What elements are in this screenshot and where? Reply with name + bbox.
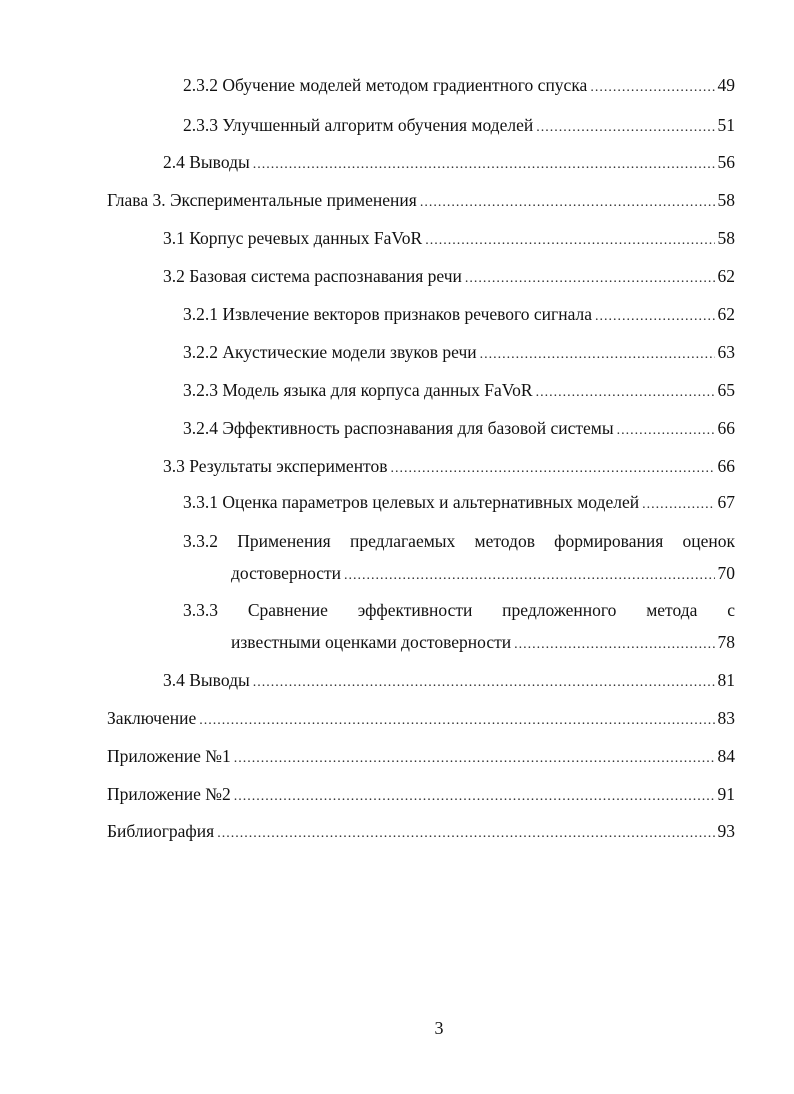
dot-leader — [234, 748, 715, 770]
toc-entry-chapter-3 — [107, 189, 735, 214]
toc-word: эффективности — [357, 600, 473, 620]
dot-leader — [465, 268, 715, 290]
toc-entry-2-3-3 — [183, 114, 735, 139]
toc-word: с — [727, 600, 735, 620]
dot-leader — [642, 494, 714, 516]
toc-entry-conclusion — [107, 707, 735, 732]
toc-entry-title: 3.3.1 Оценка параметров целевых и альтернативных моделей — [183, 492, 640, 512]
dot-leader — [590, 77, 714, 99]
toc-entry-title: 3.2.4 Эффективность распознавания для базовой системы — [183, 418, 614, 438]
dot-leader — [234, 786, 715, 808]
dot-leader — [344, 565, 714, 587]
toc-entry-title: Приложение №1 — [107, 746, 231, 766]
toc-entry-title: 3.1 Корпус речевых данных FaVoR — [163, 228, 423, 248]
dot-leader — [617, 420, 715, 442]
dot-leader — [253, 672, 715, 694]
toc-entry-3-2 — [163, 265, 735, 290]
toc-entry-page: 83 — [717, 708, 735, 728]
toc-entry-title: Приложение №2 — [107, 784, 231, 804]
toc-entry-title: Заключение — [107, 708, 197, 728]
toc-entry-3-2-2 — [183, 341, 735, 366]
toc-entry-title: 3.2 Базовая система распознавания речи — [163, 266, 462, 286]
toc-word: 3.3.2 — [183, 531, 218, 551]
toc-entry-3-3-3-line2 — [231, 631, 735, 656]
toc-entry-title: 3.3 Результаты экспериментов — [163, 456, 388, 476]
page-number: 3 — [434, 1018, 444, 1038]
toc-entry-title: 2.4 Выводы — [163, 152, 250, 172]
toc-entry-title: 3.2.1 Извлечение векторов признаков речевого сигнала — [183, 304, 593, 324]
toc-entry-title: достоверности — [231, 563, 342, 583]
toc-entry-page: 51 — [717, 115, 735, 135]
toc-entry-page: 58 — [717, 228, 735, 248]
toc-entry-page: 67 — [717, 492, 735, 512]
toc-entry-page: 84 — [717, 746, 735, 766]
dot-leader — [425, 230, 714, 252]
toc-entry-3-3-2-line2 — [231, 562, 735, 587]
toc-entry-page: 66 — [717, 456, 735, 476]
toc-word: предложенного — [502, 600, 617, 620]
dot-leader — [199, 710, 714, 732]
dot-leader — [391, 458, 715, 480]
toc-entry-3-1 — [163, 227, 735, 252]
toc-word: метода — [646, 600, 698, 620]
toc-entry-3-2-4 — [183, 417, 735, 442]
toc-entry-3-2-1 — [183, 303, 735, 328]
toc-entry-title: известными оценками достоверности — [231, 632, 512, 652]
dot-leader — [595, 306, 714, 328]
toc-entry-page: 49 — [717, 75, 735, 95]
toc-entry-appendix-1 — [107, 745, 735, 770]
toc-entry-title: 3.2.3 Модель языка для корпуса данных FaVoR — [183, 380, 533, 400]
toc-entry-page: 70 — [717, 563, 735, 583]
toc-entry-page: 93 — [717, 821, 735, 841]
dot-leader — [420, 192, 715, 214]
dot-leader — [536, 117, 714, 139]
toc-entry-page: 56 — [717, 152, 735, 172]
toc-entry-2-3-2 — [183, 74, 735, 99]
toc-entry-title: 2.3.3 Улучшенный алгоритм обучения моделей — [183, 115, 534, 135]
toc-word: оценок — [682, 531, 735, 551]
toc-entry-title: Глава 3. Экспериментальные применения — [107, 190, 417, 210]
toc-entry-title: 3.2.2 Акустические модели звуков речи — [183, 342, 477, 362]
toc-entry-3-4 — [163, 669, 735, 694]
toc-entry-3-2-3 — [183, 379, 735, 404]
toc-entry-page: 91 — [717, 784, 735, 804]
toc-entry-title: Библиография — [107, 821, 215, 841]
toc-entry-page: 78 — [717, 632, 735, 652]
toc-entry-3-3-2-line1 — [183, 530, 735, 552]
toc-entry-2-4 — [163, 151, 735, 176]
toc-entry-page: 63 — [717, 342, 735, 362]
toc-entry-page: 66 — [717, 418, 735, 438]
toc-entry-bibliography — [107, 820, 735, 845]
toc-entry-page: 81 — [717, 670, 735, 690]
dot-leader — [480, 344, 715, 366]
dot-leader — [217, 823, 714, 845]
toc-word: методов — [474, 531, 535, 551]
toc-entry-3-3-3-line1 — [183, 599, 735, 621]
toc-word: формирования — [554, 531, 664, 551]
toc-entry-page: 65 — [717, 380, 735, 400]
toc-entry-page: 62 — [717, 304, 735, 324]
toc-entry-appendix-2 — [107, 783, 735, 808]
dot-leader — [253, 154, 715, 176]
toc-word: Применения — [237, 531, 331, 551]
toc-entry-title: 3.4 Выводы — [163, 670, 250, 690]
dot-leader — [514, 634, 714, 656]
toc-word: Сравнение — [247, 600, 328, 620]
toc-entry-title: 2.3.2 Обучение моделей методом градиентного спуска — [183, 75, 588, 95]
toc-entry-3-3-1 — [183, 491, 735, 516]
toc-entry-page: 62 — [717, 266, 735, 286]
toc-word: 3.3.3 — [183, 600, 218, 620]
toc-entry-3-3 — [163, 455, 735, 480]
toc-entry-page: 58 — [717, 190, 735, 210]
dot-leader — [536, 382, 715, 404]
toc-word: предлагаемых — [349, 531, 456, 551]
